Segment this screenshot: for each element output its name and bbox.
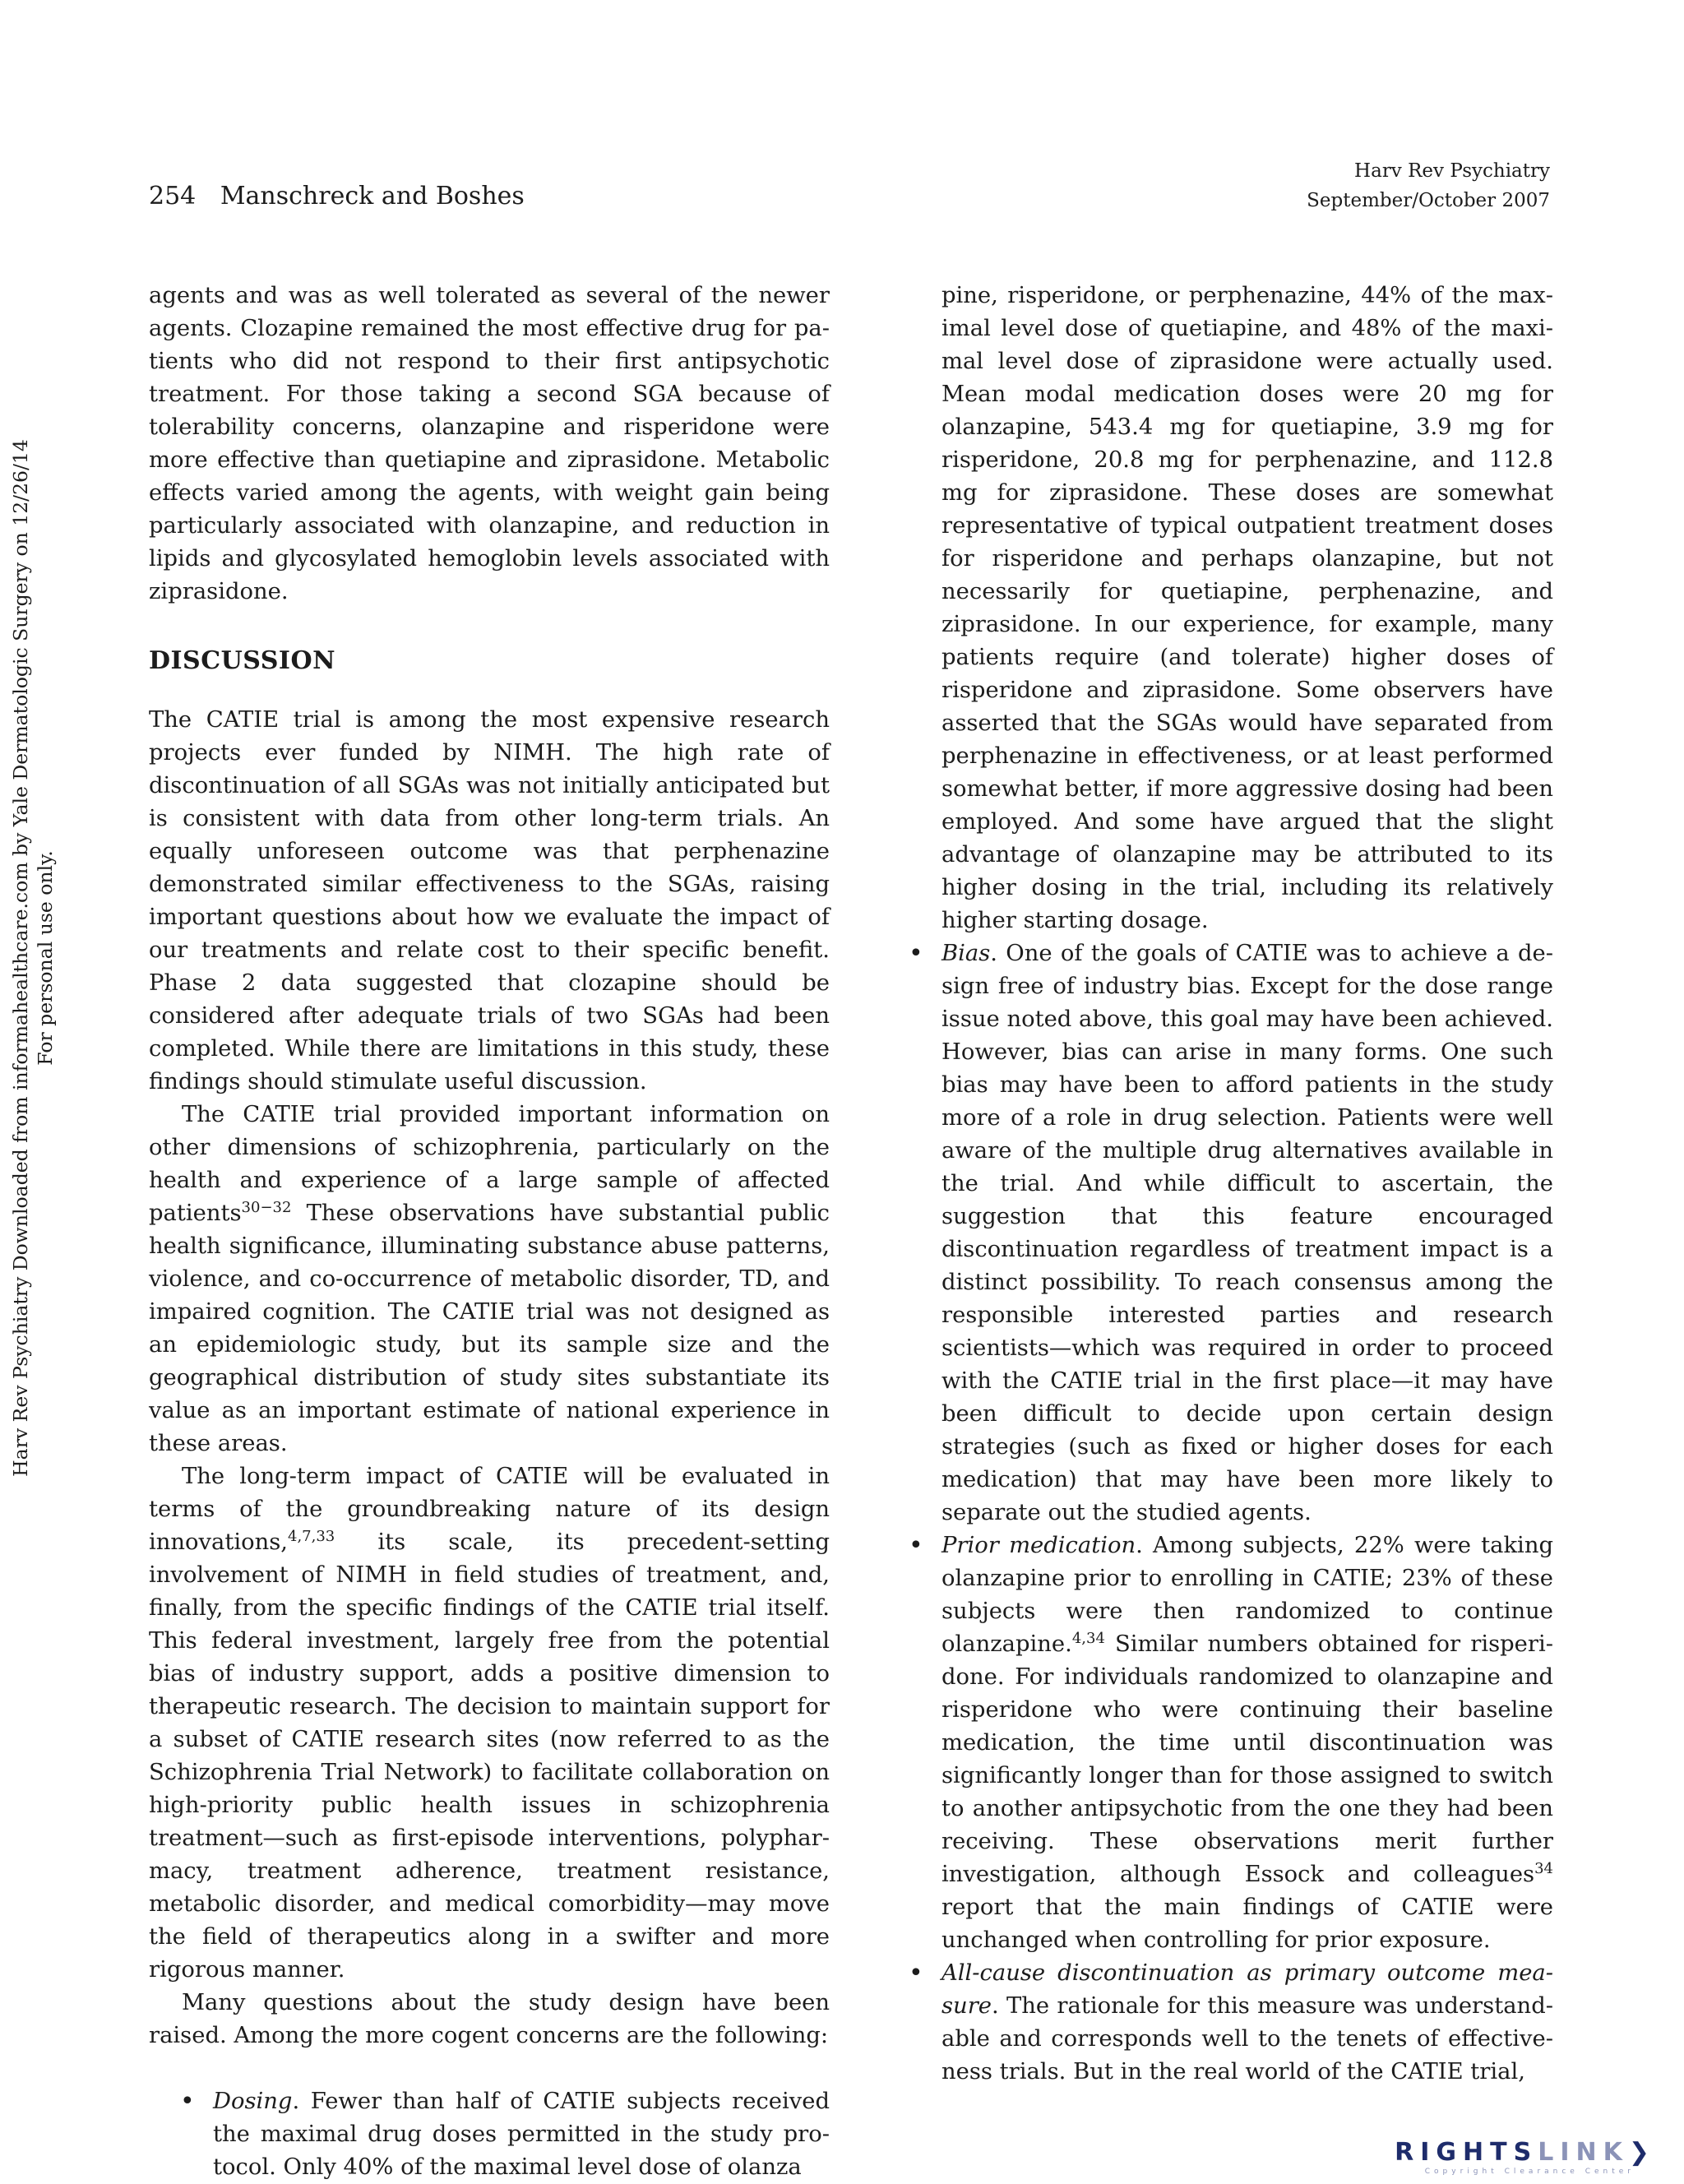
download-side-note — [8, 349, 58, 1566]
concerns-list-continued — [941, 937, 1553, 2089]
concerns-list — [149, 2085, 830, 2184]
section-heading-discussion: DISCUSSION — [149, 646, 336, 675]
rightslink-logo-dark: RIGHTS — [1395, 2138, 1538, 2167]
discussion-paragraph-1: The CATIE trial is among the most expensive research projects ever funded by NIMH. The high rate of discontinuation of all SGAs was not initially anticipated but is consistent with data from other long-term trials. An equally unforeseen outcome was that perphenazine demonstrated similar effectiveness to the SGAs, raising important questions about how we evaluate the impact of our treatments and relate cost to their specific benefit. Phase 2 data suggested that clozapine should be considered after adequate trials of two SGAs had been completed. While there are limitations in this study, these findings should stimulate useful discussion. — [149, 707, 830, 1094]
journal-name: Harv Rev Psychiatry — [1354, 160, 1550, 182]
left-column — [149, 280, 830, 2184]
discussion-paragraph-2 — [149, 1099, 830, 1460]
dosing-continuation: pine, risperidone, or perphenazine, 44% of the maximal level dose of quetiapine, and 48% of the maximal level dose of ziprasidone were actually used. Mean modal medication doses were 20 mg for olanzapine, 543.4 mg for quetiapine, 3.9 mg for risperidone, 20.8 mg for perphenazine, and 112.8 mg for ziprasidone. These doses are somewhat representative of typical outpatient treatment doses for risperidone and perhaps olanzapine, but not necessarily for quetiapine, perphenazine, and ziprasidone. In our experience, for example, many patients require (and tolerate) higher doses of risperidone and ziprasidone. Some observers have asserted that the SGAs would have separated from perphenazine in effectiveness, or at least performed somewhat better, if more aggressive dosing had been employed. And some have argued that the slight advantage of olanzapine may be attributed to its higher dosing in the trial, including its relatively higher starting dosage. — [941, 283, 1553, 933]
rightslink-tagline: Copyright Clearance Center — [1424, 2168, 1635, 2176]
rightslink-logo-light: LINK — [1538, 2138, 1629, 2167]
paragraph-2-text-b: These observations have substantial public health significance, illuminating substance abuse patterns, violence, and co-occurrence of metabolic disorder, TD, and impaired cognition. The CATIE trial was not designed as an epidemiologic study, but its sample size and the geographical distribution of study sites substantiate its value as an important estimate of national experience in these areas. — [149, 1201, 830, 1456]
citation-superscript: 30−32 — [241, 1199, 292, 1216]
page-number: 254 — [149, 182, 197, 211]
list-term: Prior medication — [941, 1533, 1136, 1558]
citation-superscript: 4,7,33 — [288, 1528, 335, 1545]
rightslink-logo[interactable] — [1395, 2138, 1649, 2167]
list-text: Similar numbers obtained for risperidone. For individuals randomized to olanzapine and risperidone who were continuing their baseline medication, the time until discontinuation was significantly longer than for those assigned to switch to another antipsychotic from the one they had been receiving. These observations merit further investigation, although Essock and colleagues — [941, 1631, 1553, 1887]
list-item-dosing — [149, 2085, 830, 2184]
paragraph-2-text-a: The CATIE trial provided important information on other dimensions of schizophrenia, particularly on the health and experience of a large sample of affected patients — [149, 1102, 830, 1226]
list-text: . Fewer than half of CATIE subjects received the maximal drug doses permitted in the study protocol. Only 40% of the maximal level dose of olanza — [213, 2089, 830, 2180]
citation-superscript: 4,34 — [1071, 1630, 1105, 1647]
list-term: All-cause discontinuation as primary outcome measure — [941, 1960, 1553, 2019]
list-item-prior-medication — [941, 1529, 1553, 1957]
intro-paragraph: agents and was as well tolerated as several of the newer agents. Clozapine remained the most effective drug for patients who did not respond to their first antipsychotic treatment. For those taking a second SGA because of tolerability concerns, olanzapine and risperidone were more effective than quetiapine and ziprasidone. Metabolic effects varied among the agents, with weight gain being particularly associated with olanzapine, and reduction in lipids and glycosylated hemoglobin levels associated with ziprasidone. — [149, 283, 830, 604]
discussion-paragraph-3 — [149, 1460, 830, 1987]
side-note-line-1: Harv Rev Psychiatry Downloaded from informahealthcare.com by Yale Dermatologic Surgery on 12/26/14 — [9, 439, 32, 1477]
list-term: Bias — [941, 941, 991, 966]
right-column — [941, 280, 1553, 2089]
journal-issue: September/October 2007 — [1307, 190, 1550, 211]
list-item-bias — [941, 937, 1553, 1529]
paragraph-3-text-a: The long-term impact of CATIE will be evaluated in terms of the groundbreaking nature of its design innovations, — [149, 1464, 830, 1555]
list-text: report that the main findings of CATIE were unchanged when controlling for prior exposure. — [941, 1895, 1553, 1953]
list-text: . One of the goals of CATIE was to achieve a design free of industry bias. Except for the dose range issue noted above, this goal may have been achieved. However, bias can arise in many forms. One such bias may have been to afford patients in the study more of a role in drug selection. Patients were well aware of the multiple drug alternatives available in the trial. And while difficult to ascertain, the suggestion that this feature encouraged discontinuation regardless of treatment impact is a distinct possibility. To reach consensus among the responsible interested parties and research scientists—which was required in order to proceed with the CATIE trial in the first place—it may have been difficult to decide upon certain design strategies (such as fixed or higher doses for each medication) that may have been more likely to separate out the studied agents. — [941, 941, 1553, 1525]
list-text: . The rationale for this measure was understandable and corresponds well to the tenets of effectiveness trials. But in the real world of the CATIE trial, — [941, 1993, 1553, 2085]
running-head-right — [1307, 156, 1550, 215]
chevron-icon: ❯ — [1628, 2138, 1649, 2167]
list-item-all-cause-discontinuation — [941, 1957, 1553, 2089]
running-head-authors: Manschreck and Boshes — [220, 182, 525, 211]
discussion-paragraph-4: Many questions about the study design have been raised. Among the more cogent concerns are the following: — [149, 1990, 830, 2048]
side-note-line-2: For personal use only. — [34, 850, 57, 1066]
list-term: Dosing — [213, 2089, 293, 2114]
running-head-left — [149, 181, 525, 212]
paragraph-3-text-b: its scale, its precedent-setting involvement of NIMH in field studies of treatment, and, finally, from the specific findings of the CATIE trial itself. This federal investment, largely free from the potential bias of industry support, adds a positive dimension to therapeutic research. The decision to maintain support for a subset of CATIE research sites (now referred to as the Schizophrenia Trial Network) to facilitate collaboration on high-priority public health issues in schizophrenia treatment—such as first-episode interventions, polypharmacy, treatment adherence, treatment resistance, metabolic disorder, and medical comorbidity—may move the field of therapeutics along in a swifter and more rigorous manner. — [149, 1529, 830, 1983]
list-text: . Among subjects, 22% were taking olanzapine prior to enrolling in CATIE; 23% of these subjects were then randomized to continue olanzapine. — [941, 1533, 1553, 1657]
list-spacer — [149, 2052, 830, 2085]
citation-superscript: 34 — [1534, 1860, 1553, 1877]
